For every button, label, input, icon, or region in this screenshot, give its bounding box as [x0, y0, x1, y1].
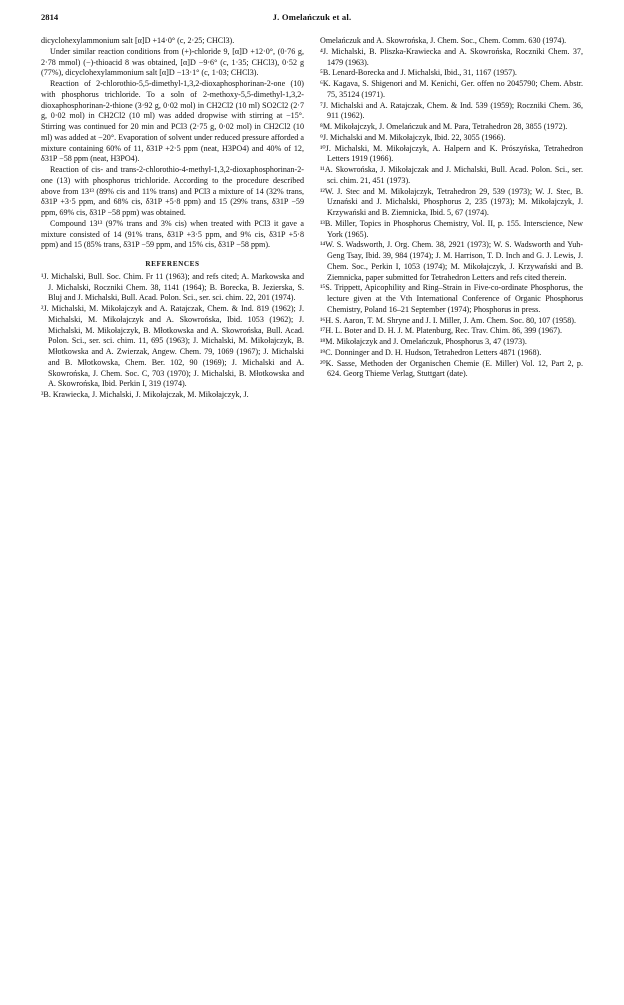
body-paragraph: Reaction of 2-chlorothio-5,5-dimethyl-1,3,2-dioxaphosphorinan-2-one (10) with phosphorus trichloride. To a soln of 2-methoxy-5,5-dimethyl-1,3,2-dioxaphosphorinan-2-thione (3·92 g, 0·02 mol) in CH2Cl2 (10 ml) SO2Cl2 (2·7 g, 0·02 mol) in CH2Cl2 (10 ml) was added dropwise with stirring at −15°. Stirring was continued for 20 min and PCl3 (2·75 g, 0·02 mol) in CH2Cl2 (10 ml) was added at −20°. Evaporation of solvent under reduced pressure afforded a mixture containing 60% of 11, δ31P +2·5 ppm (neat, H3PO4) and 40% of 12, δ31P −58 ppm (neat, H3PO4). — [41, 79, 304, 164]
reference-item: ⁵B. Lenard-Borecka and J. Michalski, Ibid., 31, 1167 (1957). — [320, 68, 517, 78]
reference-item: ¹¹A. Skowrońska, J. Mikołajczak and J. Michalski, Bull. Acad. Polon. Sci., ser. sci. chim. 21, 451 (1973). — [320, 165, 583, 185]
body-paragraph: Compound 13¹³ (97% trans and 3% cis) when treated with PCl3 it gave a mixture consisted of 14 (91% trans, δ31P +3·5 ppm, and 9% cis, δ31P +5·8 ppm) and 15 (85% trans, δ31P −59 ppm, and 15% cis, δ31P −58 ppm). — [41, 218, 304, 250]
reference-item: ¹⁵S. Trippett, Apicophility and Ring–Strain in Five-co-ordinate Phosphorus, the lecture given at the Vth International Conference of Organic Phosphorus Chemistry, Poland 16–21 September (1974); Phosphorus in press. — [320, 283, 583, 314]
reference-item: ¹⁰J. Michalski, M. Mikołajczyk, A. Halpern and K. Prószyńska, Tetrahedron Letters 1919 (1966). — [320, 143, 583, 164]
body-paragraph: dicyclohexylammonium salt [α]D +14·0° (c, 2·25; CHCl3). — [41, 36, 235, 45]
running-title: J. Omelańczuk et al. — [272, 12, 352, 22]
reference-item: Omelańczuk and A. Skowrońska, J. Chem. Soc., Chem. Comm. 630 (1974). — [320, 36, 567, 45]
reference-item: ¹J. Michalski, Bull. Soc. Chim. Fr 11 (1963); and refs cited; A. Markowska and J. Michalski, Roczniki Chem. 38, 1141 (1964); B. Borecka, B. Jezierska, S. Bluj and J. Michalski, Bull. Acad. Polon. Sci., ser. sci. chim. 22, 201 (1974). — [41, 271, 304, 303]
references-heading: REFERENCES — [145, 260, 200, 268]
reference-item: ²⁰K. Sasse, Methoden der Organischen Chemie (E. Miller) Vol. 12, Part 2, p. 624. Georg Thieme Verlag, Stuttgart (date). — [320, 358, 583, 379]
reference-item: ⁸M. Mikołajczyk, J. Omelańczuk and M. Para, Tetrahedron 28, 3855 (1972). — [320, 122, 568, 131]
reference-item: ³B. Krawiecka, J. Michalski, J. Mikołajczak, M. Mikołajczyk, J. — [41, 390, 249, 399]
body-paragraph: Reaction of cis- and trans-2-chlorothio-4-methyl-1,3,2-dioxaphosphorinan-2-one (13) with phosphorus trichloride. According to the procedure described above from 13¹³ (89% cis and 11% trans) and PCl3 a mixture of 14 (32% trans, δ31P +3·5 ppm, and 68% cis, δ31P +5·8 ppm) and 15 (29% trans, δ31P −59 ppm, 69% cis, δ31P −58 ppm) was obtained. — [41, 165, 304, 217]
reference-item: ⁴J. Michalski, B. Pliszka-Krawiecka and A. Skowrońska, Roczniki Chem. 37, 1479 (1963). — [320, 46, 583, 67]
reference-item: ¹³B. Miller, Topics in Phosphorus Chemistry, Vol. II, p. 155. Interscience, New York (1965). — [320, 218, 583, 239]
body-paragraph: Under similar reaction conditions from (+)-chloride 9, [α]D +12·0°, (0·76 g, 2·78 mmol) (−)-thioacid 8 was obtained, [α]D −9·6° (c, 1·35; CHCl3), 0·52 g (77%), dicyclohexylammonium salt [α]D −13·1° (c, 1·03; CHCl3). — [41, 46, 304, 78]
left-column — [41, 36, 304, 401]
reference-item: ¹⁶H. S. Aaron, T. M. Shryne and J. I. Miller, J. Am. Chem. Soc. 80, 107 (1958). — [320, 315, 576, 325]
reference-item: ⁶K. Kagava, S. Shigenori and M. Kenichi, Ger. offen no 2045790; Chem. Abstr. 75, 35124 (1971). — [320, 79, 583, 99]
reference-item: ¹⁷H. L. Boter and D. H. J. M. Platenburg, Rec. Trav. Chim. 86, 399 (1967). — [320, 326, 562, 336]
reference-item: ⁹J. Michalski and M. Mikołajczyk, Ibid. 22, 3055 (1966). — [320, 132, 506, 142]
reference-item: ¹⁴W. S. Wadsworth, J. Org. Chem. 38, 2921 (1973); W. S. Wadsworth and Yuh-Geng Tsay, Ibid. 39, 984 (1974); J. M. Harrison, T. D. Inch and G. J. Lewis, J. Chem. Soc., Perkin I, 1053 (1974); M. Mikołajczyk, J. Krzywański and B. Ziemnicka, paper submitted for Tetrahedron Letters and refs cited therein. — [320, 240, 583, 282]
reference-item: ¹⁸M. Mikołajczyk and J. Omelańczuk, Phosphorus 3, 47 (1973). — [320, 337, 527, 346]
reference-item: ¹⁹C. Donninger and D. H. Hudson, Tetrahedron Letters 4871 (1968). — [320, 347, 542, 357]
reference-item: ⁷J. Michalski and A. Ratajczak, Chem. & Ind. 539 (1959); Roczniki Chem. 36, 911 (1962). — [320, 100, 583, 121]
right-column — [320, 36, 583, 380]
reference-item: ²J. Michalski, M. Mikołajczyk and A. Ratajczak, Chem. & Ind. 819 (1962); J. Michalski, M. Mikołajczyk and A. Skowrońska, Ibid. 1053 (1962); J. Michalski, M. Mikołajczyk, B. Młotkowska and A. Skowrońska, Bull. Acad. Polon. Sci., ser. sci. chim. 11, 695 (1963); J. Michalski, M. Mikołajczyk, B. Młotkowska and A. Zwierzak, Angew. Chem. 79, 1069 (1967); J. Michalski and B. Młotkowska, Chem. Ber. 102, 90 (1969); J. Michalski and A. Skowrońska, J. Chem. Soc. C, 703 (1970); J. Michalski, B. Młotkowska and A. Skowrońska, Ibid. Perkin I, 319 (1974). — [41, 304, 304, 389]
reference-item: ¹²W. J. Stec and M. Mikołajczyk, Tetrahedron 29, 539 (1973); W. J. Stec, B. Uznański and J. Michalski, Phosphorus 2, 235 (1973); M. Mikołajczyk, J. Krzywański and B. Ziemnicka, Ibid. 5, 67 (1974). — [320, 186, 583, 217]
page-number: 2814 — [41, 12, 59, 22]
running-header — [41, 12, 583, 26]
